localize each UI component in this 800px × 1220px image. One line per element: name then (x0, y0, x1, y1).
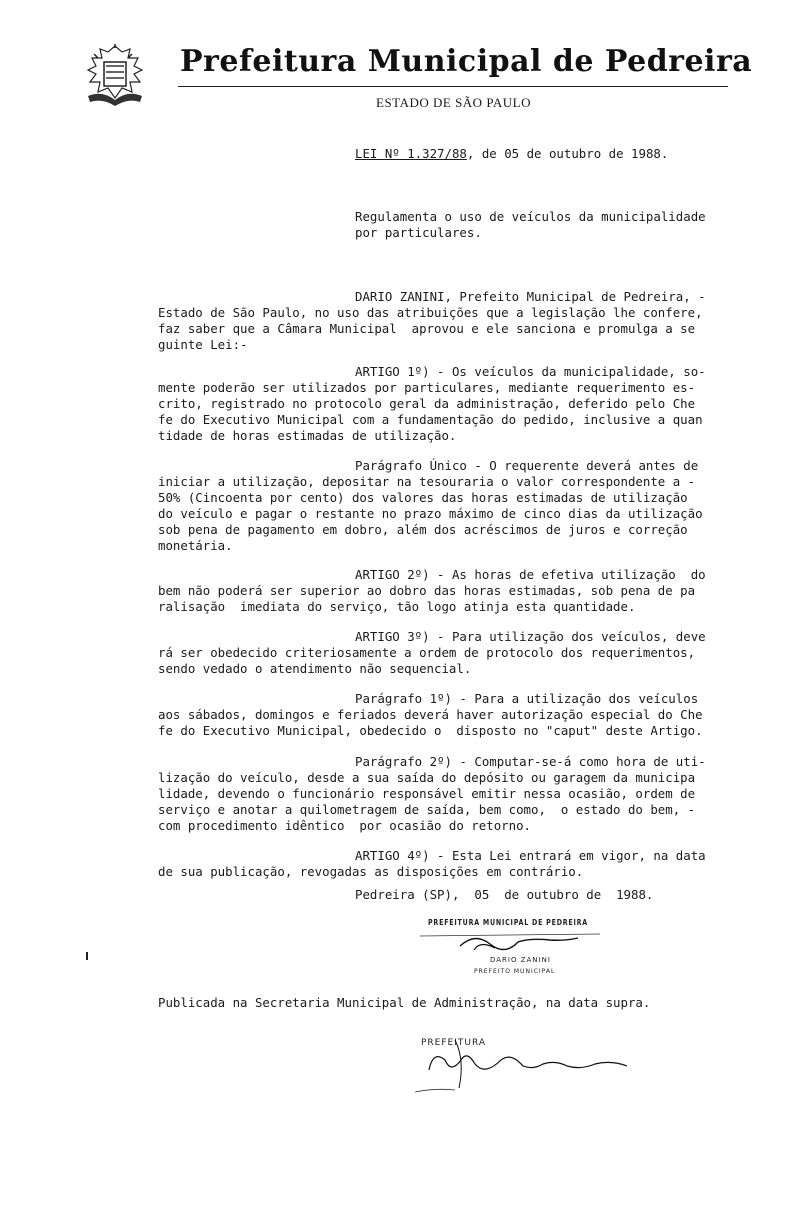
law-title-line (355, 146, 668, 162)
law-number: LEI Nº 1.327/88 (355, 146, 467, 161)
artigo2-line: bem não poderá ser superior ao dobro das horas estimadas, sob pena de pa (158, 583, 696, 598)
paragrafo2-line: lidade, devendo o funcionário responsável emitir nessa ocasião, ordem de (158, 786, 696, 801)
preamble-line: Estado de São Paulo, no uso das atribuições que a legislação lhe confere, (158, 305, 703, 320)
publication-note: Publicada na Secretaria Municipal de Administração, na data supra. (158, 995, 651, 1010)
paragrafo2-line: serviço e anotar a quilometragem de saída, bem como, o estado do bem, - (158, 802, 696, 817)
paragrafo2-line: com procedimento idêntico por ocasião do retorno. (158, 818, 531, 833)
paragrafo1-line: aos sábados, domingos e feriados deverá haver autorização especial do Che (158, 707, 703, 722)
artigo1-line: fe do Executivo Municipal com a fundamentação do pedido, inclusive a quan (158, 412, 703, 427)
ementa-line: Regulamenta o uso de veículos da municipalidade (355, 209, 706, 224)
paragrafo-unico-line: iniciar a utilização, depositar na tesouraria o valor correspondente a - (158, 474, 696, 489)
artigo3-line: rá ser obedecido criteriosamente a ordem de protocolo dos requerimentos, (158, 645, 696, 660)
paragrafo2-line: Parágrafo 2º) - Computar-se-á como hora de uti- (355, 754, 706, 769)
artigo4-line: de sua publicação, revogadas as disposições em contrário. (158, 864, 584, 879)
law-date: , de 05 de outubro de 1988. (466, 146, 669, 161)
preamble-line: guinte Lei:- (158, 337, 248, 352)
preamble-line: DARIO ZANINI, Prefeito Municipal de Pedreira, - (355, 289, 706, 304)
artigo2-line: ralisação imediata do serviço, tão logo atinja esta quantidade. (158, 599, 636, 614)
letterhead-divider (178, 86, 728, 87)
paragrafo-unico-line: 50% (Cincoenta por cento) dos valores das horas estimadas de utilização (158, 490, 688, 505)
letterhead-title: Prefeitura Municipal de Pedreira (180, 44, 753, 79)
artigo4-line: ARTIGO 4º) - Esta Lei entrará em vigor, na data (355, 848, 706, 863)
place-date: Pedreira (SP), 05 de outubro de 1988. (355, 887, 654, 902)
artigo1-line: mente poderão ser utilizados por particulares, mediante requerimento es- (158, 380, 696, 395)
administration-signature (415, 1030, 645, 1100)
stamp-heading-2: PREFEITURA (421, 1038, 487, 1048)
ementa-line: por particulares. (355, 225, 482, 240)
paragrafo1-line: fe do Executivo Municipal, obedecido o disposto no "caput" deste Artigo. (158, 723, 703, 738)
margin-mark (86, 952, 88, 960)
artigo3-line: ARTIGO 3º) - Para utilização dos veículos, deve (355, 629, 706, 644)
mayor-signature-stamp (400, 910, 630, 980)
preamble-line: faz saber que a Câmara Municipal aprovou e ele sanciona e promulga a se (158, 321, 696, 336)
paragrafo-unico-line: Parágrafo Único - O requerente deverá antes de (355, 458, 699, 473)
artigo1-line: tidade de horas estimadas de utilização. (158, 428, 457, 443)
paragrafo-unico-line: do veículo e pagar o restante no prazo máximo de cinco dias da utilização (158, 506, 703, 521)
artigo3-line: sendo vedado o atendimento não sequencial. (158, 661, 472, 676)
artigo2-line: ARTIGO 2º) - As horas de efetiva utilização do (355, 567, 706, 582)
paragrafo2-line: lização do veículo, desde a sua saída do depósito ou garagem da municipa (158, 770, 696, 785)
stamp-heading: PREFEITURA MUNICIPAL DE PEDREIRA (428, 918, 588, 927)
artigo1-line: crito, registrado no protocolo geral da administração, deferido pelo Che (158, 396, 696, 411)
coat-of-arms-icon (82, 44, 148, 108)
paragrafo-unico-line: monetária. (158, 538, 233, 553)
letterhead-state: ESTADO DE SÃO PAULO (376, 95, 531, 110)
paragrafo-unico-line: sob pena de pagamento em dobro, além dos acréscimos de juros e correção (158, 522, 688, 537)
paragrafo1-line: Parágrafo 1º) - Para a utilização dos veículos (355, 691, 699, 706)
signer-name: DARIO ZANINI (490, 956, 551, 964)
signer-role: PREFEITO MUNICIPAL (474, 968, 556, 975)
artigo1-line: ARTIGO 1º) - Os veículos da municipalidade, so- (355, 364, 706, 379)
